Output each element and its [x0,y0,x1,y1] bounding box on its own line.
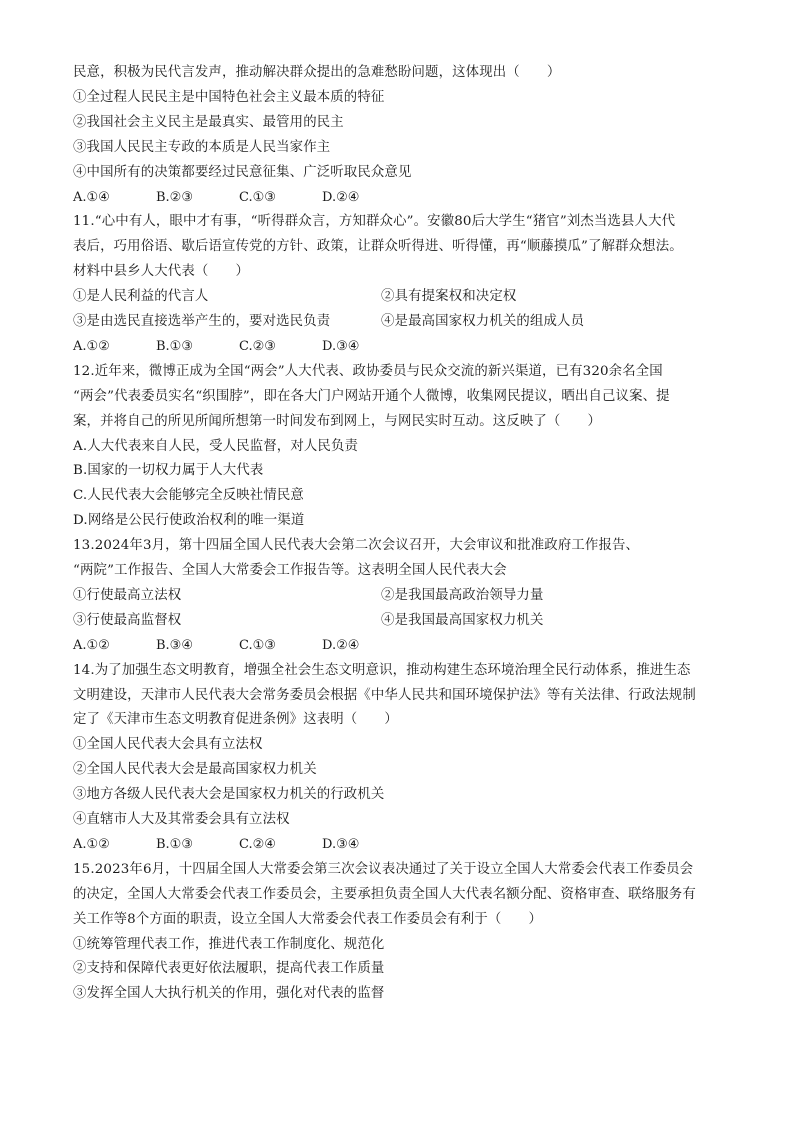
text-line: C.人民代表大会能够完全反映社情民意 [73,488,304,504]
answer-choice: C.②④ [239,836,276,852]
text-line: 文明建设，天津市人民代表大会常务委员会根据《中华人民共和国环境保护法》等有关法律、行政法规制 [73,687,696,703]
text-line: ①全国人民代表大会具有立法权 [73,737,263,753]
text-line: 民意，积极为民代言发声，推动解决群众提出的急难愁盼问题，这体现出（ ） [73,65,561,80]
text-line: “两院”工作报告、全国人大常委会工作报告等。这表明全国人民代表大会 [73,563,507,578]
answer-choice: D.③④ [322,836,360,852]
answer-choice: C.①③ [239,637,276,653]
answer-choice: A.①② [73,338,110,354]
text-line: ③发挥全国人大执行机关的作用，强化对代表的监督 [73,986,385,1002]
answer-choice: B.②③ [156,189,193,205]
statement-option: ②是我国最高政治领导力量 [381,587,544,603]
answer-choice: B.①③ [156,338,193,354]
text-line: 13.2024年3月，第十四届全国人民代表大会第二次会议召开，大会审议和批准政府工作报告、 [73,538,640,554]
text-line: 表后，巧用俗语、歇后语宣传党的方针、政策，让群众听得进、听得懂，再“顺藤摸瓜”了解群众想法。 [73,239,683,255]
statement-option: ①是人民利益的代言人 [73,289,209,305]
statement-option: ③是由选民直接选举产生的，要对选民负责 [73,314,331,329]
text-line: 案，并将自己的所见所闻所想第一时间发布到网上，与网民实时互动。这反映了（ ） [73,413,602,429]
text-line: ④直辖市人大及其常委会具有立法权 [73,812,290,827]
text-line: 14.为了加强生态文明教育，增强全社会生态文明意识，推动构建生态环境治理全民行动体系，推进生态 [73,662,691,678]
statement-option: ④是我国最高国家权力机关 [381,612,544,628]
text-line: ②我国社会主义民主是最真实、最管用的民主 [73,114,344,130]
text-line: ①统筹管理代表工作，推进代表工作制度化、规范化 [73,936,385,952]
text-line: ②全国人民代表大会是最高国家权力机关 [73,762,317,778]
answer-choice: D.③④ [322,338,360,354]
text-line: 定了《天津市生态文明教育促进条例》这表明（ ） [73,712,398,728]
text-line: B.国家的一切权力属于人大代表 [73,463,264,479]
statement-option: ①行使最高立法权 [73,587,182,603]
text-line: “两会”代表委员实名“织围脖”，即在各大门户网站开通个人微博，收集网民提议，晒出自己议案、提 [73,388,670,404]
statement-option: ③行使最高监督权 [73,612,182,628]
answer-choice: A.①② [73,637,110,653]
text-line: ③我国人民民主专政的本质是人民当家作主 [73,139,331,155]
text-line: ④中国所有的决策都要经过民意征集、广泛听取民众意见 [73,164,412,180]
text-line: ①全过程人民民主是中国特色社会主义最本质的特征 [73,89,385,105]
text-line: 的决定，全国人大常委会代表工作委员会，主要承担负责全国人大代表名额分配、资格审查、联络服务有 [73,886,696,902]
answer-choice: C.②③ [239,338,276,354]
text-line: 关工作等8个方面的职责，设立全国人大常委会代表工作委员会有利于（ ） [73,911,543,927]
answer-choice: A.①④ [73,189,110,205]
text-line: ③地方各级人民代表大会是国家权力机关的行政机关 [73,787,385,803]
statement-option: ④是最高国家权力机关的组成人员 [381,314,585,329]
answer-choice: A.①② [73,836,110,852]
answer-choice: B.③④ [156,637,193,653]
text-line: D.网络是公民行使政治权利的唯一渠道 [73,513,305,529]
text-line: ②支持和保障代表更好依法履职，提高代表工作质量 [73,961,385,977]
statement-option: ②具有提案权和决定权 [381,289,517,305]
answer-choice: C.①③ [239,189,276,205]
answer-choice: D.②④ [322,637,360,653]
text-line: 15.2023年6月，十四届全国人大常委会第三次会议表决通过了关于设立全国人大常委会代表工作委员会 [73,861,694,877]
text-line: 12.近年来，微博正成为全国“两会”人大代表、政协委员与民众交流的新兴渠道，已有320余名全国 [73,363,663,379]
text-line: A.人大代表来自人民，受人民监督，对人民负责 [73,438,359,454]
answer-choice: B.①③ [156,836,193,852]
text-line: 材料中县乡人大代表（ ） [73,264,250,280]
answer-choice: D.②④ [322,189,360,205]
text-line: 11.“心中有人，眼中才有事，“听得群众言，方知群众心”。安徽80后大学生“猪官”刘杰当选县人大代 [73,214,676,230]
